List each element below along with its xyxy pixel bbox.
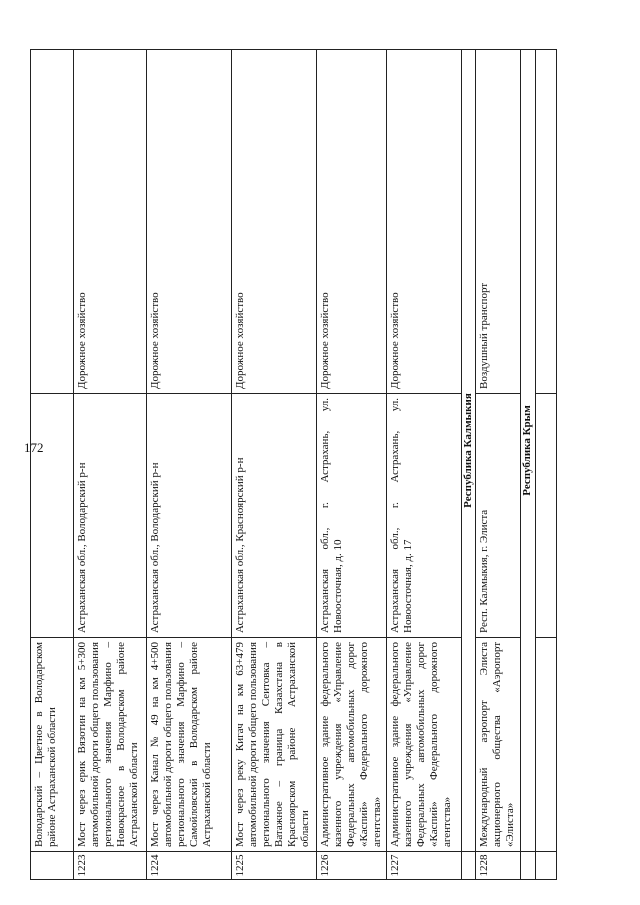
object-name: Международный аэропорт Элиста акционерного общества «Аэропорт «Элиста» <box>476 638 521 852</box>
page-number: 172 <box>24 440 44 455</box>
object-location: Астраханская обл., г. Астрахань, ул. Новоосточная, д. 17 <box>387 394 462 638</box>
object-name: Мост через Канал № 49 на км 4+500 автомобильной дороги общего пользования регионального значения Марфино – Самойловский в Володарском районе Астраханской области <box>147 638 232 852</box>
section-title-crimea: Республика Крым <box>521 50 536 852</box>
object-sector: Дорожное хозяйство <box>387 50 462 394</box>
section-row <box>521 50 536 880</box>
table-row <box>317 50 387 880</box>
object-sector: Дорожное хозяйство <box>317 50 387 394</box>
object-name: Мост через реку Кигач на км 63+479 автомобильной дороги общего пользования регионального значения Сеитовка – Ватажное – граница Казахстана в Красноярском районе Астраханской области <box>232 638 317 852</box>
object-name: Мост через ерик Вязотин на км 5+300 автомобильной дороги общего пользования регионального значения Марфино – Новокрасное в Володарском районе Астраханской области <box>74 638 147 852</box>
object-sector: Дорожное хозяйство <box>147 50 232 394</box>
object-name: Административное здание федерального казенного учреждения «Управление Федеральных автомобильных дорог «Каспий» Федерального дорожного агентства» <box>317 638 387 852</box>
table-row <box>387 50 462 880</box>
objects-table <box>30 49 557 880</box>
object-location: Респ. Калмыкия, г. Элиста <box>476 394 521 638</box>
table-row <box>147 50 232 880</box>
object-location <box>31 394 74 638</box>
object-sector: Дорожное хозяйство <box>232 50 317 394</box>
row-number <box>31 852 74 880</box>
table-row <box>74 50 147 880</box>
object-location: Астраханская обл., г. Астрахань, ул. Новоосточная, д. 10 <box>317 394 387 638</box>
object-name: Административное здание федерального казенного учреждения «Управление Федеральных автомобильных дорог «Каспий» Федерального дорожного агентства» <box>387 638 462 852</box>
row-number: 1225 <box>232 852 317 880</box>
table-row <box>476 50 521 880</box>
object-sector <box>31 50 74 394</box>
row-number: 1228 <box>476 852 521 880</box>
section-row <box>462 50 476 880</box>
table-row <box>232 50 317 880</box>
object-name: Володарский – Цветное в Володарском районе Астраханской области <box>31 638 74 852</box>
object-location: Астраханская обл., Володарский р-н <box>147 394 232 638</box>
table-row <box>31 50 74 880</box>
row-number: 1227 <box>387 852 462 880</box>
object-sector: Дорожное хозяйство <box>74 50 147 394</box>
row-number: 1224 <box>147 852 232 880</box>
section-title-kalmykia: Республика Калмыкия <box>462 50 476 852</box>
object-location: Астраханская обл., Красноярский р-н <box>232 394 317 638</box>
table-row <box>536 50 557 880</box>
row-number: 1226 <box>317 852 387 880</box>
rotated-table-container <box>30 50 580 880</box>
object-sector: Воздушный транспорт <box>476 50 521 394</box>
object-location: Астраханская обл., Володарский р-н <box>74 394 147 638</box>
row-number: 1223 <box>74 852 147 880</box>
